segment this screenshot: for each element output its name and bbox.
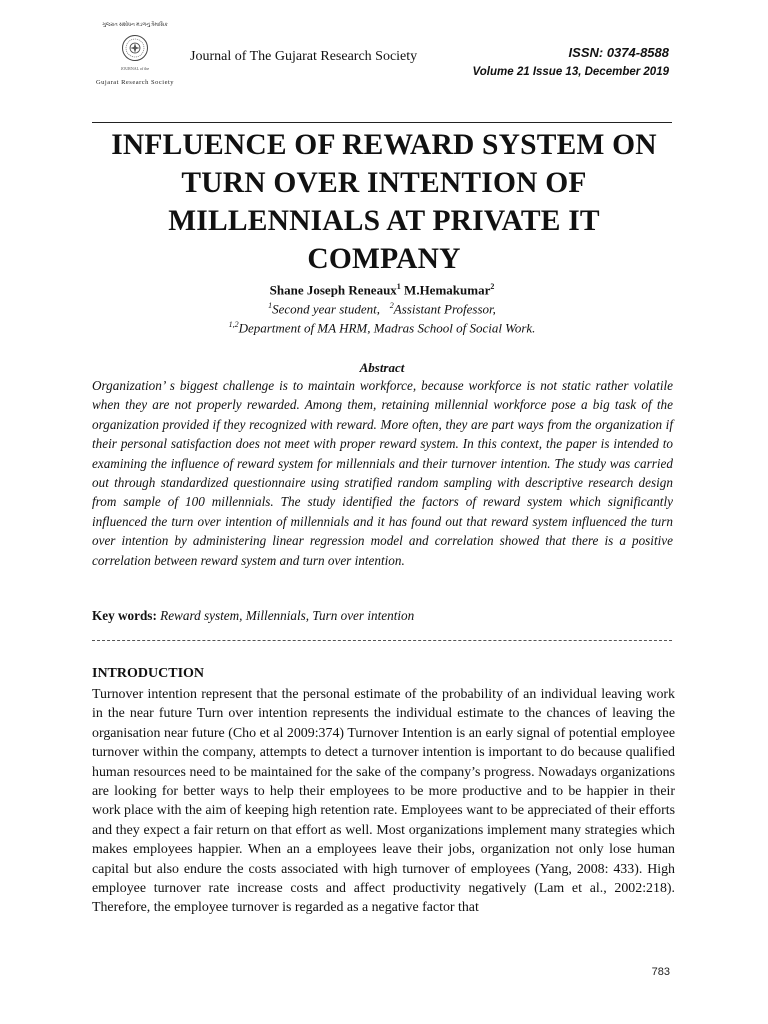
abstract-heading: Abstract (359, 360, 405, 375)
title-line: MILLENNIALS AT PRIVATE IT (168, 205, 600, 237)
introduction-heading: INTRODUCTION (92, 666, 205, 681)
author-name: M.Hemakumar (404, 282, 491, 298)
affil-sup: 1 (268, 301, 273, 310)
author-sup: 1 (396, 282, 401, 291)
title-line: TURN OVER INTENTION OF (181, 167, 587, 199)
article-title (80, 126, 688, 278)
affil-role: Assistant Professor, (393, 301, 496, 317)
affil-sup: 1,2 (228, 320, 239, 329)
logo-society-name: Gujarat Research Society (95, 79, 175, 86)
volume-issue: Volume 21 Issue 13, December 2019 (472, 66, 669, 78)
authors (92, 282, 672, 298)
title-line: INFLUENCE OF REWARD SYSTEM ON (111, 129, 657, 161)
society-seal-icon (121, 34, 149, 62)
logo-top-text: ગુજરાત સંશોધન મંડળનું ત્રૈમાસિક (102, 23, 168, 28)
abstract-body: Organization’ s biggest challenge is to maintain workforce, because workforce is not static rather volatile when they are not properly rewarded. Among them, retaining millennial workforce pose a big task of the organization provided if they recognized with reward. More often, they are part ways from the organization if their personal satisfaction does not meet with proper reward system. In this context, the paper is intended to examining the influence of reward system for millennials and their turnover intention. The study was carried out through standardized questionnaire using stratified random sampling with descriptive research design from sample of 100 millennials. The study identified the factors of reward system which significantly influenced the turn over intention of millennials and it has found out that reward system influenced the turn over intention by administering linear regression model and correlation showed that there is a positive correlation between reward system and turn over intention. (92, 378, 673, 568)
logo-small-text: JOURNAL of the (120, 66, 150, 71)
author-roles (92, 301, 672, 317)
introduction-body: Turnover intention represent that the personal estimate of the probability of an individual leaving work in the near future Turn over intention represents the individual estimate to the chances of leaving the organisation near future (Cho et al 2009:374) Turnover Intention is an early signal of potential employee turnover within the company, attempts to detect a turnover intention is important to do because qualified human resources need to be maintained for the sake of the company’s progress. Nowadays organizations are looking for better ways to help their employees to be more productive and to be happier in their work place with the aim of keeping high retention rate. Employees want to be appreciated of their efforts and they expect a fair return on that effort as well. Most organizations implement many strategies which makes employees happier. When an a employees leave their jobs, organization not only lose human capital but also endure the costs associated with high turnover of employees (Yang, 2008: 433). High employee turnover rate increase costs and affect productivity negatively (Lam et al., 2002:218). Therefore, the employee turnover is regarded as a negative factor that (92, 687, 675, 916)
keywords-list: Reward system, Millennials, Turn over intention (160, 608, 415, 623)
society-logo (92, 22, 178, 100)
page-number: 783 (651, 966, 670, 978)
issn: ISSN: 0374-8588 (568, 45, 669, 60)
keywords-label: Key words: (92, 608, 157, 623)
journal-title: Journal of The Gujarat Research Society (190, 49, 418, 64)
affil-department: Department of MA HRM, Madras School of Social Work. (238, 320, 536, 336)
author-name: Shane Joseph Reneaux (269, 282, 397, 298)
author-sup: 2 (490, 282, 495, 291)
affil-sup: 2 (389, 301, 394, 310)
title-line: COMPANY (307, 243, 461, 275)
keywords (92, 608, 672, 624)
abstract-divider (92, 640, 672, 641)
header-divider (92, 122, 672, 123)
author-department (92, 320, 672, 336)
affil-role: Second year student, (272, 301, 381, 317)
